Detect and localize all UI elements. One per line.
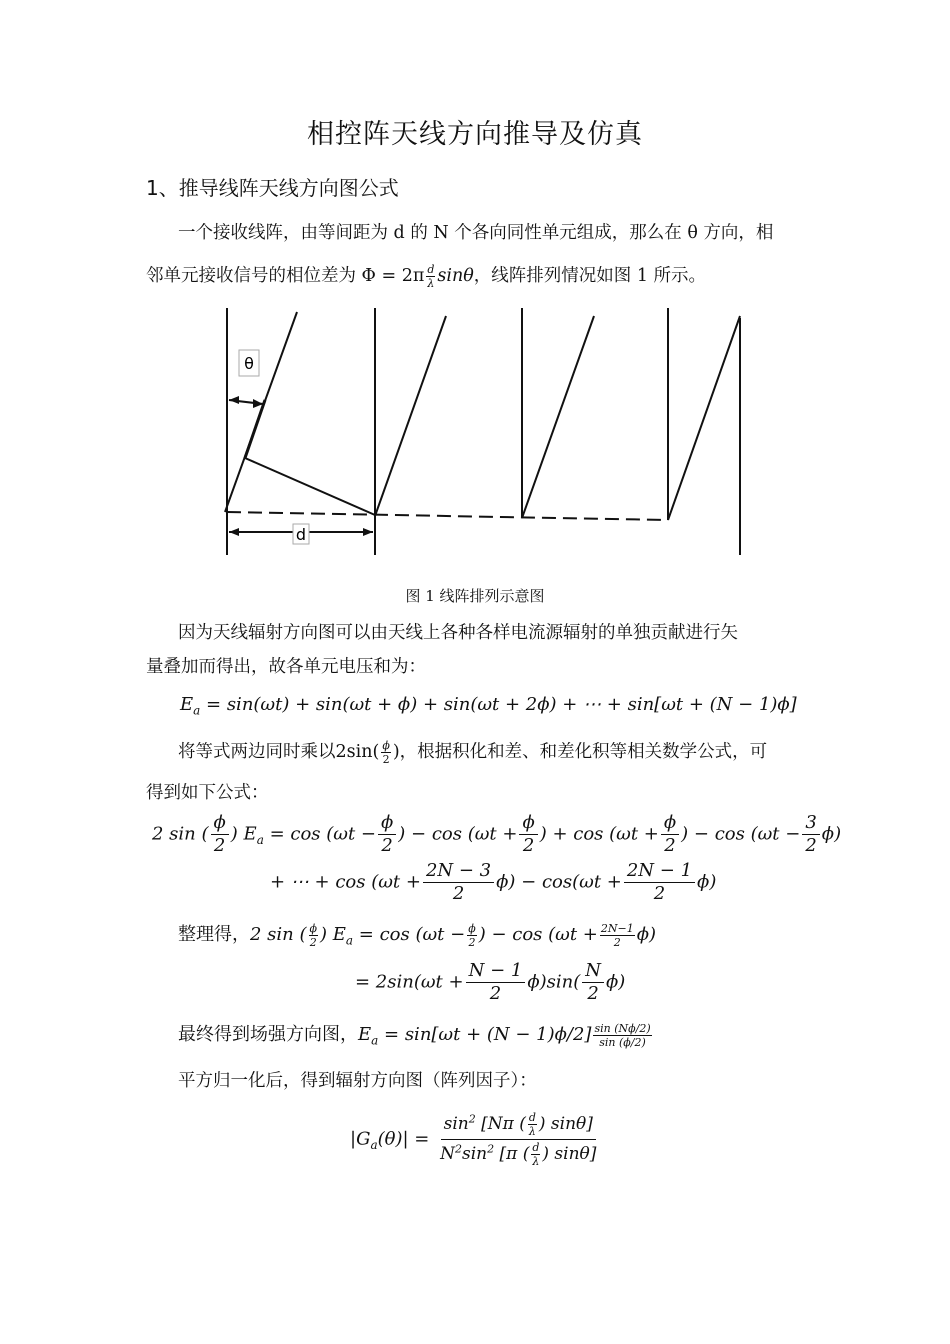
section-heading: 1、推导线阵天线方向图公式	[146, 176, 399, 200]
theta-label: θ	[244, 354, 254, 373]
paragraph-3-line-2: 得到如下公式：	[146, 783, 269, 803]
paragraph-1-line-1: 一个接收线阵，由等间距为 d 的 N 个各向同性单元组成，那么在 θ 方向，相	[178, 223, 774, 243]
paragraph-2-line-2: 量叠加而得出，故各单元电压和为：	[146, 657, 426, 677]
equation-product-row-2: + ⋯ + cos (ωt + $\frac{2N - 3}{2}$ ϕ) − cos(ωt + $\frac{2N - 1}{2}$ ϕ)	[270, 860, 717, 904]
paragraph-3-line-1: 将等式两边同时乘以2sin( $\frac{\phi}{2}$ )，根据积化和差、和差化积等相关数学公式，可	[178, 739, 768, 766]
element-2-ray	[375, 316, 446, 516]
equation-sum: $E_a = \sin(\omega t) + \sin(\omega t + \phi) + \sin(\omega t + 2\phi)$ + ⋯ + sin[ωt + (N − 1)ϕ]	[180, 694, 797, 718]
ray-bold	[245, 400, 265, 458]
element-4-ray	[668, 316, 740, 520]
page-title: 相控阵天线方向推导及仿真	[307, 119, 643, 150]
equation-simplified: 整理得，2 sin ( $\frac{\phi}{2}$ ) $E_a = \cos (\omega t$ − $\frac{\phi}{2}$ ) − cos (ωt + $\frac{2N-1}{2}$ ϕ)	[178, 921, 657, 949]
paragraph-1-line-2: 邻单元接收信号的相位差为 Φ = 2π $\frac{d}{\lambda}$ sinθ，线阵排列情况如图 1 所示。	[146, 263, 707, 290]
array-diagram	[215, 300, 755, 565]
baseline-dashed	[227, 512, 668, 520]
paragraph-4: 平方归一化后，得到辐射方向图（阵列因子）：	[178, 1071, 537, 1091]
equation-product-row-1: 2 sin ( $\frac{\phi}{2}$ ) $E_a = \cos (\omega t$ − $\frac{\phi}{2}$ ) − cos (ωt + $\frac{\phi}{2}$ ) + cos (ωt + $\frac{\phi}{2}$ ) − cos (ωt − $\frac{3}{2}$ ϕ)	[152, 812, 842, 856]
d-label: d	[295, 525, 307, 544]
figure-caption: 图 1 线阵排列示意图	[405, 587, 545, 605]
equation-array-factor: $|G_a(\theta)|$ = $\sin^2 [N\pi$ ( $\frac{d}{\lambda}$ ) sinθ] $N^2\sin^2$ [π ( $\frac{d}{\lambda}$ ) sinθ]	[350, 1111, 597, 1168]
equation-field-pattern: 最终得到场强方向图，$E_a = \sin[\omega t + (N - 1)\phi/2]$ $\frac{\sin (N\phi/2)}{\sin (\phi/2)}$	[178, 1021, 651, 1049]
element-3-ray	[522, 316, 594, 518]
path-difference-line	[245, 458, 375, 515]
equation-simplified-rhs: = 2sin(ωt + $\frac{N - 1}{2}$ ϕ)sin( $\frac{N}{2}$ ϕ)	[355, 960, 626, 1004]
paragraph-2-line-1: 因为天线辐射方向图可以由天线上各种各样电流源辐射的单独贡献进行矢	[178, 623, 738, 643]
